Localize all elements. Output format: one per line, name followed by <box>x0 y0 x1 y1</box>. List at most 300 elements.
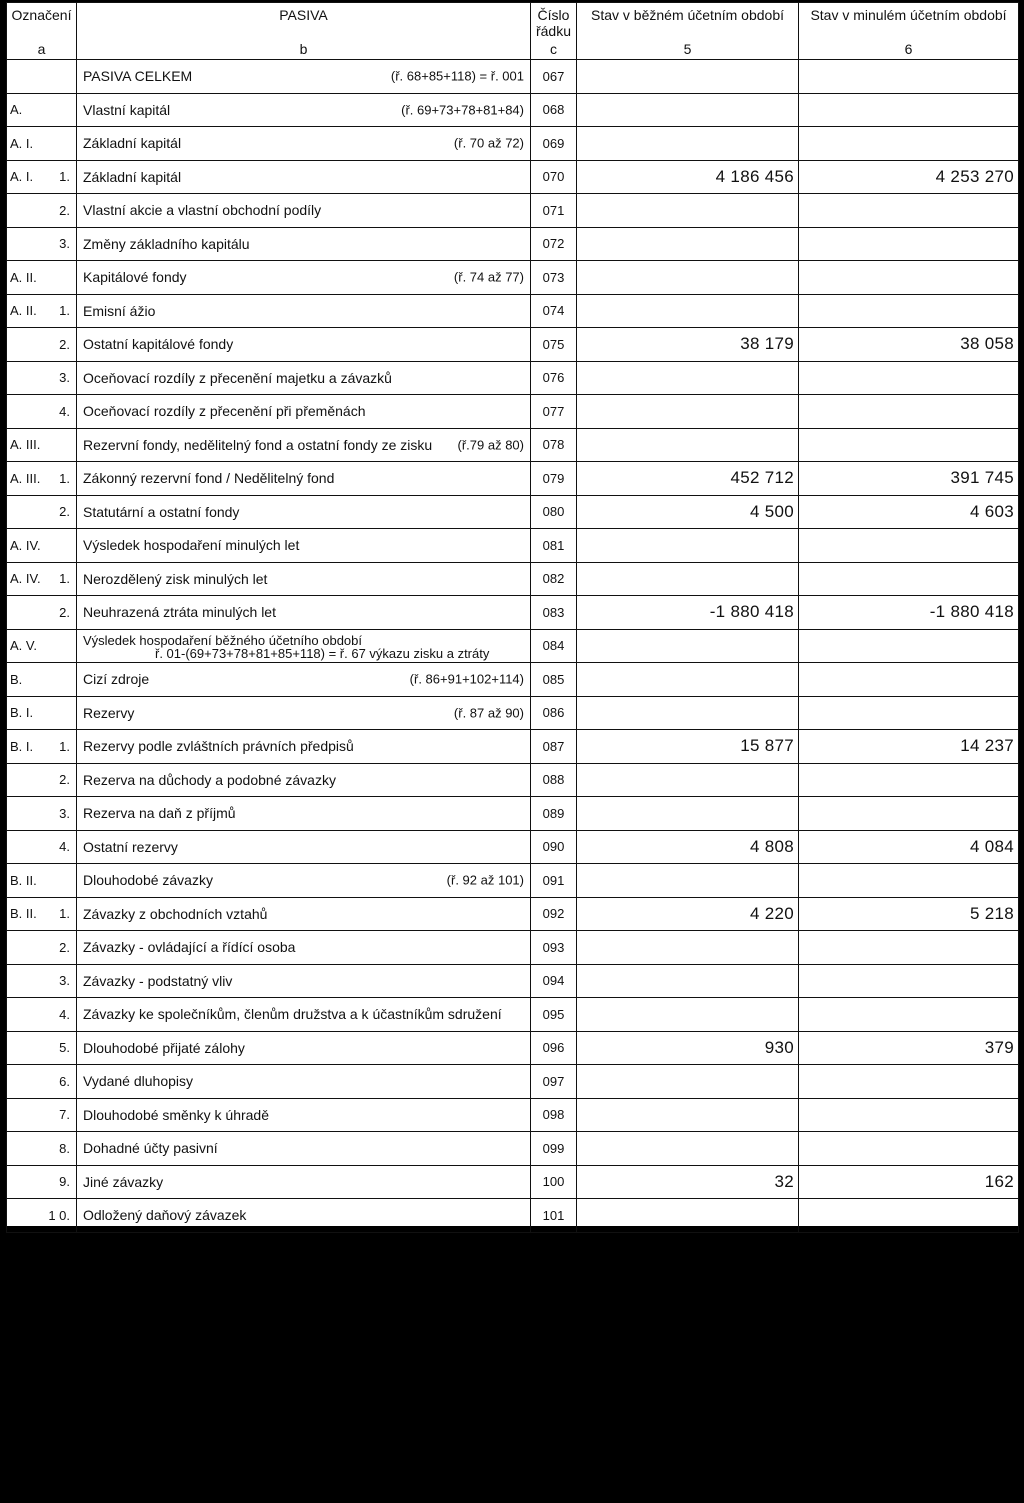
header-current-sub: 5 <box>683 41 692 57</box>
row-current-period-value: 4 220 <box>577 897 799 931</box>
row-item-name <box>77 763 531 797</box>
row-line-number: 083 <box>531 596 577 630</box>
row-item-formula: (ř. 74 až 77) <box>453 269 524 285</box>
row-previous-period-value <box>799 629 1019 663</box>
row-item-label: Vydané dluhopisy <box>83 1073 194 1090</box>
row-previous-period-value <box>799 998 1019 1032</box>
table-row <box>7 1199 1019 1233</box>
row-current-period-value <box>577 529 799 563</box>
row-current-period-value <box>577 227 799 261</box>
row-designation-number: 4. <box>59 403 70 419</box>
row-previous-period-value: 38 058 <box>799 328 1019 362</box>
row-designation-number: 1 0. <box>48 1207 70 1223</box>
row-current-period-value <box>577 931 799 965</box>
row-item-name <box>77 1199 531 1233</box>
row-designation-number: 4. <box>59 1006 70 1022</box>
row-line-number: 072 <box>531 227 577 261</box>
row-item-name <box>77 663 531 697</box>
row-previous-period-value: 4 253 270 <box>799 160 1019 194</box>
row-line-number: 095 <box>531 998 577 1032</box>
row-designation <box>7 93 77 127</box>
row-current-period-value <box>577 428 799 462</box>
table-row <box>7 160 1019 194</box>
liabilities-table <box>6 2 1019 1233</box>
header-current <box>577 3 799 60</box>
row-designation-number: 2. <box>59 202 70 218</box>
row-item-name <box>77 1065 531 1099</box>
row-item-name <box>77 395 531 429</box>
row-item-name <box>77 361 531 395</box>
row-designation-letter: A. IV. <box>10 537 41 553</box>
row-item-label: Jiné závazky <box>83 1173 164 1190</box>
row-item-label: Závazky - podstatný vliv <box>83 972 233 989</box>
table-row <box>7 931 1019 965</box>
row-item-name <box>77 93 531 127</box>
row-designation <box>7 361 77 395</box>
row-designation-number: 4. <box>59 839 70 855</box>
header-code-label-1: Číslo <box>537 7 570 23</box>
row-line-number: 096 <box>531 1031 577 1065</box>
row-previous-period-value <box>799 696 1019 730</box>
row-designation-number: 3. <box>59 973 70 989</box>
row-designation-letter: B. <box>10 671 23 687</box>
row-designation <box>7 830 77 864</box>
row-current-period-value: 4 808 <box>577 830 799 864</box>
row-item-label: Rezerva na důchody a podobné závazky <box>83 771 336 788</box>
row-designation <box>7 730 77 764</box>
row-previous-period-value <box>799 529 1019 563</box>
row-previous-period-value <box>799 931 1019 965</box>
row-line-number: 082 <box>531 562 577 596</box>
row-previous-period-value <box>799 1065 1019 1099</box>
table-row <box>7 328 1019 362</box>
table-row <box>7 964 1019 998</box>
row-previous-period-value <box>799 562 1019 596</box>
header-previous-label: Stav v minulém účetním období <box>810 7 1007 23</box>
row-item-label: Oceňovací rozdíly z přecenění při přeměnách <box>83 403 366 420</box>
row-item-label-line2: ř. 01-(69+73+78+81+85+118) = ř. 67 výkazu zisku a ztráty <box>155 645 490 661</box>
row-item-label: PASIVA CELKEM <box>83 68 193 85</box>
row-current-period-value <box>577 663 799 697</box>
table-row <box>7 127 1019 161</box>
row-designation <box>7 1031 77 1065</box>
row-previous-period-value: 5 218 <box>799 897 1019 931</box>
row-designation <box>7 797 77 831</box>
row-line-number: 080 <box>531 495 577 529</box>
row-designation <box>7 495 77 529</box>
row-line-number: 092 <box>531 897 577 931</box>
row-line-number: 078 <box>531 428 577 462</box>
row-designation <box>7 864 77 898</box>
row-line-number: 071 <box>531 194 577 228</box>
row-item-label: Cizí zdroje <box>83 671 150 688</box>
row-item-name <box>77 931 531 965</box>
row-current-period-value <box>577 1065 799 1099</box>
row-designation-letter: A. I. <box>10 169 34 185</box>
row-designation-letter: B. II. <box>10 906 37 922</box>
row-item-name <box>77 1165 531 1199</box>
header-mark <box>7 3 77 60</box>
row-designation-letter: A. II. <box>10 303 37 319</box>
row-item-formula: (ř. 87 až 90) <box>453 705 524 721</box>
row-item-name <box>77 462 531 496</box>
header-name-label: PASIVA <box>279 7 328 23</box>
row-item-name <box>77 998 531 1032</box>
header-current-label: Stav v běžném účetním období <box>591 7 784 23</box>
table-row <box>7 1132 1019 1166</box>
row-designation-letter: A. II. <box>10 269 37 285</box>
row-previous-period-value <box>799 294 1019 328</box>
row-current-period-value <box>577 194 799 228</box>
header-previous <box>799 3 1019 60</box>
row-item-name <box>77 227 531 261</box>
table-row <box>7 361 1019 395</box>
row-item-label: Základní kapitál <box>83 168 182 185</box>
row-previous-period-value <box>799 763 1019 797</box>
row-item-label: Závazky - ovládající a řídící osoba <box>83 939 296 956</box>
row-current-period-value <box>577 1132 799 1166</box>
row-previous-period-value: 4 603 <box>799 495 1019 529</box>
row-line-number: 098 <box>531 1098 577 1132</box>
row-item-label: Ostatní rezervy <box>83 838 178 855</box>
row-line-number: 100 <box>531 1165 577 1199</box>
row-item-formula: (ř. 70 až 72) <box>453 135 524 151</box>
row-item-name <box>77 864 531 898</box>
row-item-label: Ostatní kapitálové fondy <box>83 336 234 353</box>
row-designation <box>7 227 77 261</box>
table-row <box>7 529 1019 563</box>
row-item-name <box>77 897 531 931</box>
row-designation-number: 5. <box>59 1040 70 1056</box>
balance-sheet-page <box>6 2 1018 1226</box>
header-code-sub: c <box>550 41 557 57</box>
table-row <box>7 830 1019 864</box>
row-item-name <box>77 428 531 462</box>
row-item-name <box>77 830 531 864</box>
row-item-name <box>77 328 531 362</box>
row-previous-period-value: 162 <box>799 1165 1019 1199</box>
table-row <box>7 261 1019 295</box>
row-line-number: 087 <box>531 730 577 764</box>
row-designation <box>7 160 77 194</box>
row-current-period-value: -1 880 418 <box>577 596 799 630</box>
row-line-number: 094 <box>531 964 577 998</box>
row-previous-period-value <box>799 1098 1019 1132</box>
row-line-number: 069 <box>531 127 577 161</box>
row-previous-period-value: 4 084 <box>799 830 1019 864</box>
row-designation <box>7 428 77 462</box>
row-designation-number: 1. <box>59 303 70 319</box>
row-previous-period-value: -1 880 418 <box>799 596 1019 630</box>
row-designation <box>7 395 77 429</box>
row-line-number: 088 <box>531 763 577 797</box>
row-line-number: 081 <box>531 529 577 563</box>
row-previous-period-value: 391 745 <box>799 462 1019 496</box>
row-item-label: Vlastní kapitál <box>83 101 171 118</box>
row-item-label: Dohadné účty pasivní <box>83 1140 218 1157</box>
row-previous-period-value <box>799 663 1019 697</box>
row-designation <box>7 194 77 228</box>
row-item-formula: (ř.79 až 80) <box>457 437 524 453</box>
table-row <box>7 763 1019 797</box>
row-current-period-value <box>577 60 799 94</box>
table-row <box>7 294 1019 328</box>
row-designation-letter: A. I. <box>10 135 34 151</box>
row-item-name <box>77 60 531 94</box>
row-item-label: Vlastní akcie a vlastní obchodní podíly <box>83 202 322 219</box>
row-line-number: 101 <box>531 1199 577 1233</box>
table-row <box>7 227 1019 261</box>
row-item-name <box>77 629 531 663</box>
row-designation-letter: A. <box>10 102 23 118</box>
row-designation-number: 3. <box>59 236 70 252</box>
row-designation-letter: B. I. <box>10 738 34 754</box>
row-current-period-value <box>577 93 799 127</box>
row-previous-period-value <box>799 1199 1019 1233</box>
row-designation-number: 3. <box>59 370 70 386</box>
row-current-period-value: 15 877 <box>577 730 799 764</box>
row-designation <box>7 1199 77 1233</box>
row-item-label: Nerozdělený zisk minulých let <box>83 570 268 587</box>
row-designation <box>7 294 77 328</box>
row-line-number: 076 <box>531 361 577 395</box>
row-designation-number: 2. <box>59 939 70 955</box>
row-designation <box>7 696 77 730</box>
table-row <box>7 596 1019 630</box>
row-previous-period-value <box>799 395 1019 429</box>
table-row <box>7 663 1019 697</box>
row-designation <box>7 1132 77 1166</box>
table-row <box>7 1065 1019 1099</box>
table-row <box>7 495 1019 529</box>
row-line-number: 099 <box>531 1132 577 1166</box>
row-line-number: 084 <box>531 629 577 663</box>
row-item-label: Závazky ke společníkům, členům družstva a k účastníkům sdružení <box>83 1006 502 1023</box>
row-line-number: 091 <box>531 864 577 898</box>
row-current-period-value <box>577 294 799 328</box>
row-item-label: Neuhrazená ztráta minulých let <box>83 604 276 621</box>
row-previous-period-value <box>799 428 1019 462</box>
header-row <box>7 3 1019 60</box>
row-line-number: 075 <box>531 328 577 362</box>
row-designation-number: 3. <box>59 805 70 821</box>
row-designation <box>7 931 77 965</box>
row-item-label: Závazky z obchodních vztahů <box>83 905 268 922</box>
table-row <box>7 428 1019 462</box>
row-current-period-value: 930 <box>577 1031 799 1065</box>
row-item-name <box>77 730 531 764</box>
row-designation-number: 1. <box>59 169 70 185</box>
row-designation-number: 1. <box>59 571 70 587</box>
row-line-number: 070 <box>531 160 577 194</box>
row-current-period-value <box>577 696 799 730</box>
row-previous-period-value <box>799 964 1019 998</box>
row-designation <box>7 261 77 295</box>
row-item-label: Kapitálové fondy <box>83 269 187 286</box>
row-item-label: Odložený daňový závazek <box>83 1207 247 1224</box>
row-current-period-value <box>577 1199 799 1233</box>
row-designation-number: 1. <box>59 906 70 922</box>
row-current-period-value <box>577 395 799 429</box>
row-current-period-value <box>577 864 799 898</box>
row-designation <box>7 897 77 931</box>
table-row <box>7 395 1019 429</box>
row-item-label: Výsledek hospodaření minulých let <box>83 537 300 554</box>
row-item-name <box>77 964 531 998</box>
row-item-label: Dlouhodobé závazky <box>83 872 213 889</box>
row-item-name <box>77 261 531 295</box>
row-designation <box>7 998 77 1032</box>
row-item-name <box>77 562 531 596</box>
row-previous-period-value <box>799 127 1019 161</box>
row-designation <box>7 964 77 998</box>
table-row <box>7 462 1019 496</box>
table-row <box>7 864 1019 898</box>
row-designation-letter: A. IV. <box>10 571 41 587</box>
row-item-label: Emisní ážio <box>83 302 156 319</box>
row-designation-number: 6. <box>59 1073 70 1089</box>
row-item-formula: (ř. 92 až 101) <box>446 872 524 888</box>
scan-speck <box>300 1496 360 1498</box>
row-designation <box>7 562 77 596</box>
header-code <box>531 3 577 60</box>
row-line-number: 090 <box>531 830 577 864</box>
row-item-label: Rezervy podle zvláštních právních předpisů <box>83 738 354 755</box>
table-row <box>7 696 1019 730</box>
row-item-formula: (ř. 68+85+118) = ř. 001 <box>390 68 524 84</box>
row-item-label: Dlouhodobé přijaté zálohy <box>83 1039 245 1056</box>
row-item-label: Změny základního kapitálu <box>83 235 250 252</box>
row-item-name <box>77 696 531 730</box>
row-line-number: 068 <box>531 93 577 127</box>
row-designation <box>7 127 77 161</box>
table-row <box>7 60 1019 94</box>
row-item-label: Rezervy <box>83 704 135 721</box>
header-name <box>77 3 531 60</box>
row-item-name <box>77 797 531 831</box>
row-item-name <box>77 596 531 630</box>
row-current-period-value <box>577 1098 799 1132</box>
row-designation <box>7 596 77 630</box>
row-line-number: 093 <box>531 931 577 965</box>
row-designation <box>7 1165 77 1199</box>
row-line-number: 067 <box>531 60 577 94</box>
row-current-period-value: 38 179 <box>577 328 799 362</box>
row-designation-number: 1. <box>59 470 70 486</box>
row-item-name <box>77 495 531 529</box>
row-item-name <box>77 1132 531 1166</box>
row-designation <box>7 629 77 663</box>
row-line-number: 077 <box>531 395 577 429</box>
row-designation-number: 2. <box>59 772 70 788</box>
row-designation-number: 7. <box>59 1107 70 1123</box>
row-designation-number: 2. <box>59 604 70 620</box>
row-line-number: 097 <box>531 1065 577 1099</box>
header-code-label-2: řádku <box>535 23 572 39</box>
scan-speck <box>186 1492 276 1494</box>
row-current-period-value <box>577 964 799 998</box>
row-designation-letter: A. V. <box>10 638 37 654</box>
row-line-number: 085 <box>531 663 577 697</box>
header-mark-sub: a <box>37 41 46 57</box>
row-previous-period-value <box>799 864 1019 898</box>
row-item-name <box>77 127 531 161</box>
row-previous-period-value <box>799 60 1019 94</box>
row-designation-number: 2. <box>59 504 70 520</box>
row-item-label: Základní kapitál <box>83 135 182 152</box>
row-current-period-value: 452 712 <box>577 462 799 496</box>
row-current-period-value <box>577 361 799 395</box>
row-current-period-value <box>577 763 799 797</box>
row-previous-period-value <box>799 93 1019 127</box>
row-previous-period-value <box>799 194 1019 228</box>
row-item-label: Zákonný rezervní fond / Nedělitelný fond <box>83 470 335 487</box>
row-current-period-value <box>577 998 799 1032</box>
header-name-sub: b <box>299 41 308 57</box>
row-current-period-value <box>577 127 799 161</box>
row-item-label: Rezervní fondy, nedělitelný fond a ostatní fondy ze zisku <box>83 436 433 453</box>
table-row <box>7 897 1019 931</box>
row-current-period-value <box>577 629 799 663</box>
table-body <box>7 60 1019 1233</box>
row-item-name <box>77 1098 531 1132</box>
row-designation-letter: A. III. <box>10 437 41 453</box>
row-item-formula: (ř. 86+91+102+114) <box>409 671 524 687</box>
row-current-period-value: 32 <box>577 1165 799 1199</box>
table-row <box>7 998 1019 1032</box>
header-mark-label: Označení <box>11 7 72 23</box>
table-row <box>7 562 1019 596</box>
row-previous-period-value <box>799 227 1019 261</box>
row-designation-number: 9. <box>59 1174 70 1190</box>
row-previous-period-value <box>799 261 1019 295</box>
row-line-number: 073 <box>531 261 577 295</box>
row-item-name <box>77 194 531 228</box>
table-row <box>7 629 1019 663</box>
row-designation <box>7 1098 77 1132</box>
row-designation <box>7 60 77 94</box>
table-row <box>7 1165 1019 1199</box>
row-designation <box>7 663 77 697</box>
row-designation <box>7 1065 77 1099</box>
row-line-number: 079 <box>531 462 577 496</box>
row-line-number: 089 <box>531 797 577 831</box>
row-current-period-value: 4 186 456 <box>577 160 799 194</box>
row-designation <box>7 529 77 563</box>
row-item-label: Dlouhodobé směnky k úhradě <box>83 1106 270 1123</box>
header-previous-sub: 6 <box>904 41 913 57</box>
row-designation-number: 8. <box>59 1140 70 1156</box>
row-item-formula: (ř. 69+73+78+81+84) <box>401 102 524 118</box>
row-designation <box>7 462 77 496</box>
row-item-name <box>77 160 531 194</box>
row-designation-letter: B. II. <box>10 872 37 888</box>
row-item-name <box>77 529 531 563</box>
row-item-label: Statutární a ostatní fondy <box>83 503 240 520</box>
row-designation-letter: A. III. <box>10 470 41 486</box>
table-row <box>7 797 1019 831</box>
row-designation <box>7 328 77 362</box>
row-designation <box>7 763 77 797</box>
row-previous-period-value: 14 237 <box>799 730 1019 764</box>
table-row <box>7 1031 1019 1065</box>
table-row <box>7 1098 1019 1132</box>
row-current-period-value <box>577 562 799 596</box>
row-designation-number: 2. <box>59 336 70 352</box>
row-item-label: Rezerva na daň z příjmů <box>83 805 236 822</box>
row-current-period-value: 4 500 <box>577 495 799 529</box>
row-previous-period-value <box>799 361 1019 395</box>
